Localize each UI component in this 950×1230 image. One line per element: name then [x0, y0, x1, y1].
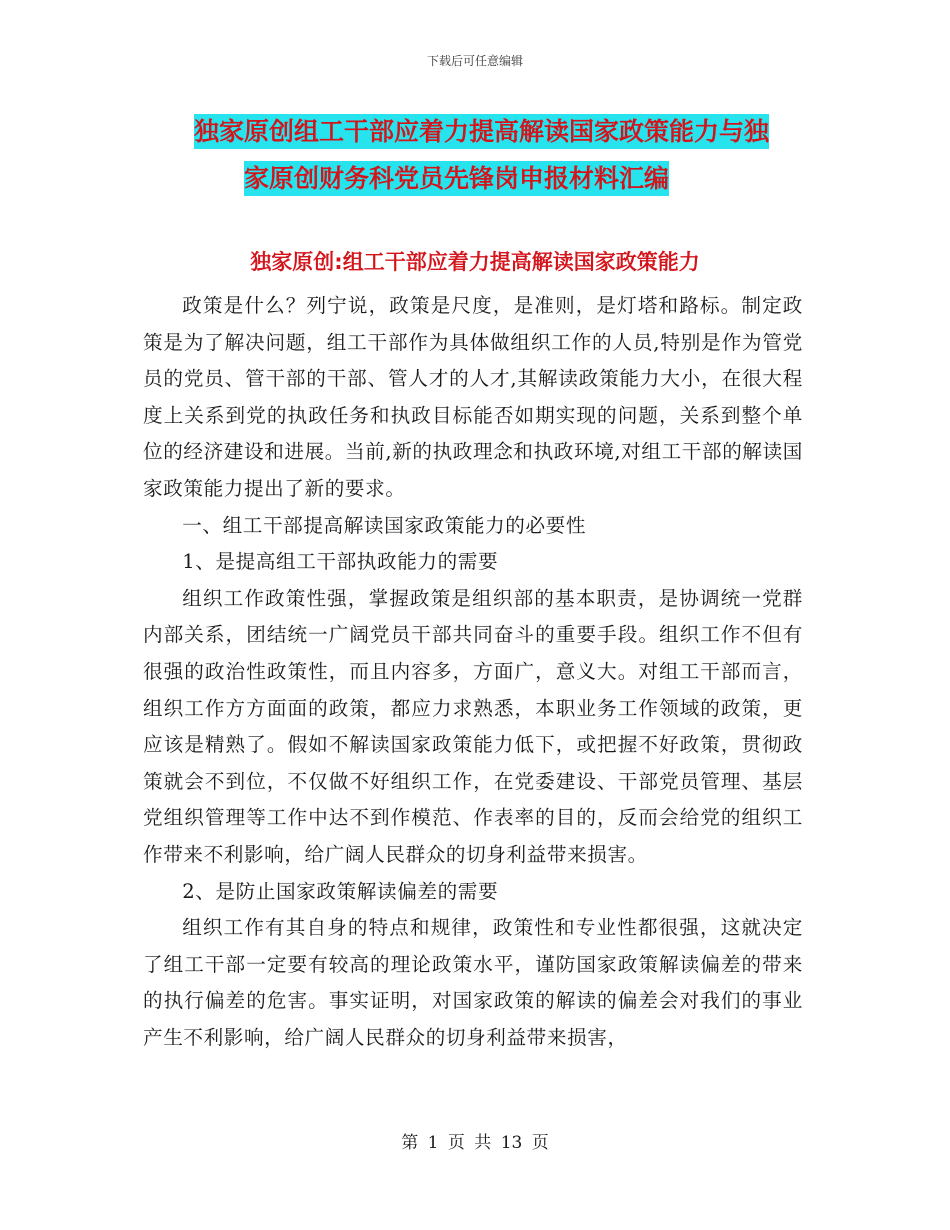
heading-section-1: 一、组工干部提高解读国家政策能力的必要性: [182, 513, 587, 537]
document-body: [143, 288, 803, 1056]
section-title: 独家原创:组工干部应着力提高解读国家政策能力: [250, 250, 700, 274]
paragraph-intro: 政策是什么？列宁说，政策是尺度，是准则，是灯塔和路标。制定政策是为了解决问题，组工干部作为具体做组织工作的人员,特别是作为管党员的党员、管干部的干部、管人才的人才,其解读政策能力大小，在很大程度上关系到党的执政任务和执政目标能否如期实现的问题，关系到整个单位的经济建设和进展。当前,新的执政理念和执政环境,对组工干部的解读国家政策能力提出了新的要求。: [143, 294, 803, 500]
document-title: [140, 108, 820, 202]
document-title-line-1: 独家原创组工干部应着力提高解读国家政策能力与独: [140, 108, 820, 155]
paragraph-subsection-1: 组织工作政策性强，掌握政策是组织部的基本职责，是协调统一党群内部关系，团结统一广阔党员干部共同奋斗的重要手段。组织工作不但有很强的政治性政策性，而且内容多，方面广，意义大。对组工干部而言，组织工作方方面面的政策，都应力求熟悉，本职业务工作领域的政策，更应该是精熟了。假如不解读国家政策能力低下，或把握不好政策，贯彻政策就会不到位，不仅做不好组织工作，在党委建设、干部党员管理、基层党组织管理等工作中达不到作模范、作表率的目的，反而会给党的组织工作带来不利影响，给广阔人民群众的切身利益带来损害。: [143, 586, 803, 866]
paragraph-subsection-2: 组织工作有其自身的特点和规律，政策性和专业性都很强，这就决定了组工干部一定要有较高的理论政策水平，谨防国家政策解读偏差的带来的执行偏差的危害。事实证明，对国家政策的解读的偏差会对我们的事业产生不利影响，给广阔人民群众的切身利益带来损害，: [143, 916, 803, 1049]
page-header-note: 下载后可任意编辑: [426, 54, 523, 68]
page-number: 第 1 页 共 13 页: [401, 1133, 549, 1153]
heading-subsection-2: 2、是防止国家政策解读偏差的需要: [182, 879, 499, 903]
document-title-line-2: 家原创财务科党员先锋岗申报材料汇编: [140, 155, 820, 202]
heading-subsection-1: 1、是提高组工干部执政能力的需要: [182, 550, 499, 574]
